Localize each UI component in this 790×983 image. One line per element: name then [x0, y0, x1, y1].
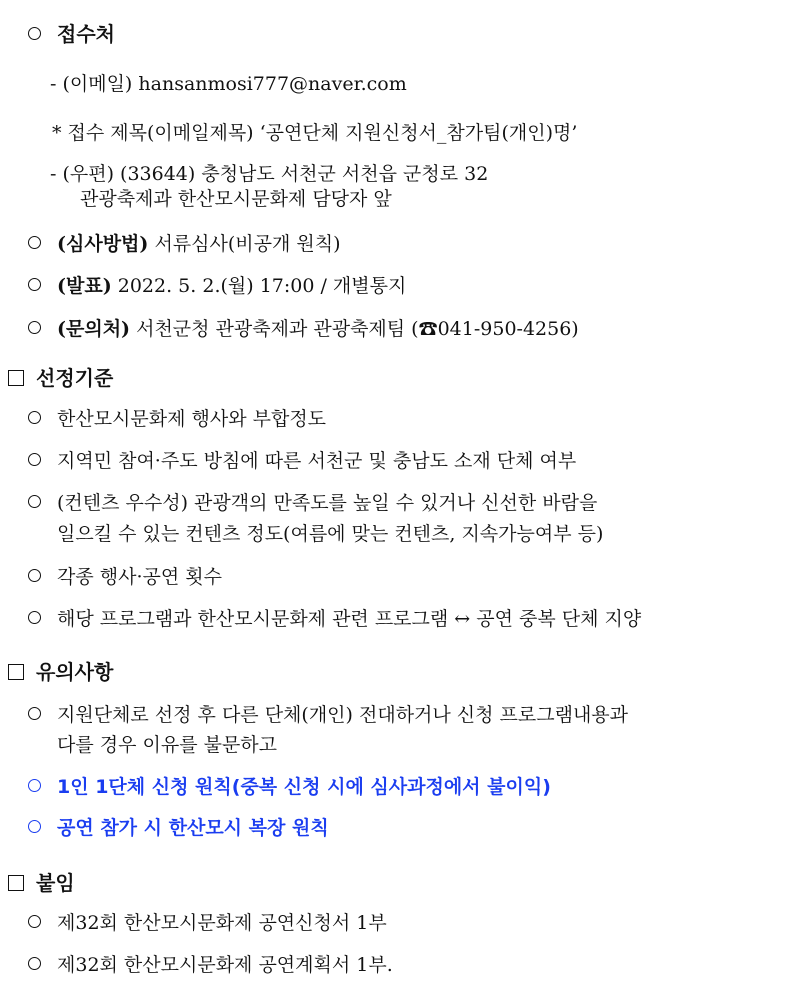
criteria-item — [28, 491, 597, 515]
notes-item-continued: 다를 경우 이유를 불문하고 — [57, 734, 278, 756]
notes-title: 유의사항 — [36, 660, 114, 684]
attach-item — [28, 953, 393, 977]
notes-item — [28, 703, 628, 727]
review-method — [28, 232, 341, 256]
contact — [28, 317, 579, 341]
circle-bullet-icon — [28, 495, 41, 508]
circle-bullet-icon — [28, 915, 41, 928]
criteria-item — [28, 449, 576, 473]
notes-item-highlight — [28, 816, 329, 840]
circle-bullet-icon — [28, 820, 41, 833]
attach-title: 붙임 — [36, 871, 75, 895]
circle-bullet-icon — [28, 453, 41, 466]
square-bullet-icon — [8, 664, 24, 680]
circle-bullet-icon — [28, 278, 41, 291]
criteria-title: 선정기준 — [36, 366, 114, 390]
circle-bullet-icon — [28, 779, 41, 792]
circle-bullet-icon — [28, 411, 41, 424]
contact-label: (문의처) — [57, 318, 131, 340]
circle-bullet-icon — [28, 611, 41, 624]
receipt-heading — [28, 22, 115, 47]
notes-heading — [8, 660, 113, 685]
receipt-email: - (이메일) hansanmosi777@naver.com — [50, 73, 407, 95]
attach-text: 제32회 한산모시문화제 공연신청서 1부 — [57, 912, 387, 934]
notes-text: 지원단체로 선정 후 다른 단체(개인) 전대하거나 신청 프로그램내용과 — [57, 704, 629, 726]
circle-bullet-icon — [28, 569, 41, 582]
notes-item-highlight — [28, 775, 551, 799]
receipt-subject: * 접수 제목(이메일제목) ‘공연단체 지원신청서_참가팀(개인)명’ — [52, 122, 578, 144]
announce-text: 2022. 5. 2.(월) 17:00 / 개별통지 — [117, 275, 407, 297]
receipt-post-1: - (우편) (33644) 충청남도 서천군 서천읍 군청로 32 — [50, 163, 489, 185]
criteria-item — [28, 407, 326, 431]
criteria-text: 해당 프로그램과 한산모시문화제 관련 프로그램 ↔ 공연 중복 단체 지양 — [57, 608, 642, 630]
circle-bullet-icon — [28, 707, 41, 720]
circle-bullet-icon — [28, 236, 41, 249]
review-label: (심사방법) — [57, 233, 149, 255]
attach-heading — [8, 871, 75, 896]
circle-bullet-icon — [28, 321, 41, 334]
criteria-item-continued: 일으킬 수 있는 컨텐츠 정도(여름에 맞는 컨텐츠, 지속가능여부 등) — [57, 523, 604, 545]
criteria-text: (컨텐츠 우수성) 관광객의 만족도를 높일 수 있거나 신선한 바람을 — [57, 492, 598, 514]
criteria-text: 한산모시문화제 행사와 부합정도 — [57, 408, 327, 430]
announcement — [28, 274, 406, 298]
notes-highlight-text: 공연 참가 시 한산모시 복장 원칙 — [57, 817, 329, 839]
criteria-text: 각종 행사·공연 횟수 — [57, 566, 222, 588]
criteria-item — [28, 607, 641, 631]
review-text: 서류심사(비공개 원칙) — [154, 233, 341, 255]
receipt-post-2: 관광축제과 한산모시문화제 담당자 앞 — [80, 188, 392, 210]
receipt-title: 접수처 — [57, 22, 115, 46]
attach-item — [28, 911, 387, 935]
criteria-text: 지역민 참여·주도 방침에 따른 서천군 및 충남도 소재 단체 여부 — [57, 450, 577, 472]
notes-highlight-text: 1인 1단체 신청 원칙(중복 신청 시에 심사과정에서 불이익) — [57, 776, 551, 798]
criteria-heading — [8, 366, 113, 391]
circle-bullet-icon — [28, 27, 41, 40]
attach-text: 제32회 한산모시문화제 공연계획서 1부. — [57, 954, 393, 976]
criteria-item — [28, 565, 222, 589]
square-bullet-icon — [8, 875, 24, 891]
circle-bullet-icon — [28, 957, 41, 970]
announce-label: (발표) — [57, 275, 112, 297]
square-bullet-icon — [8, 370, 24, 386]
contact-text: 서천군청 관광축제과 관광축제팀 (☎041-950-4256) — [136, 318, 579, 340]
